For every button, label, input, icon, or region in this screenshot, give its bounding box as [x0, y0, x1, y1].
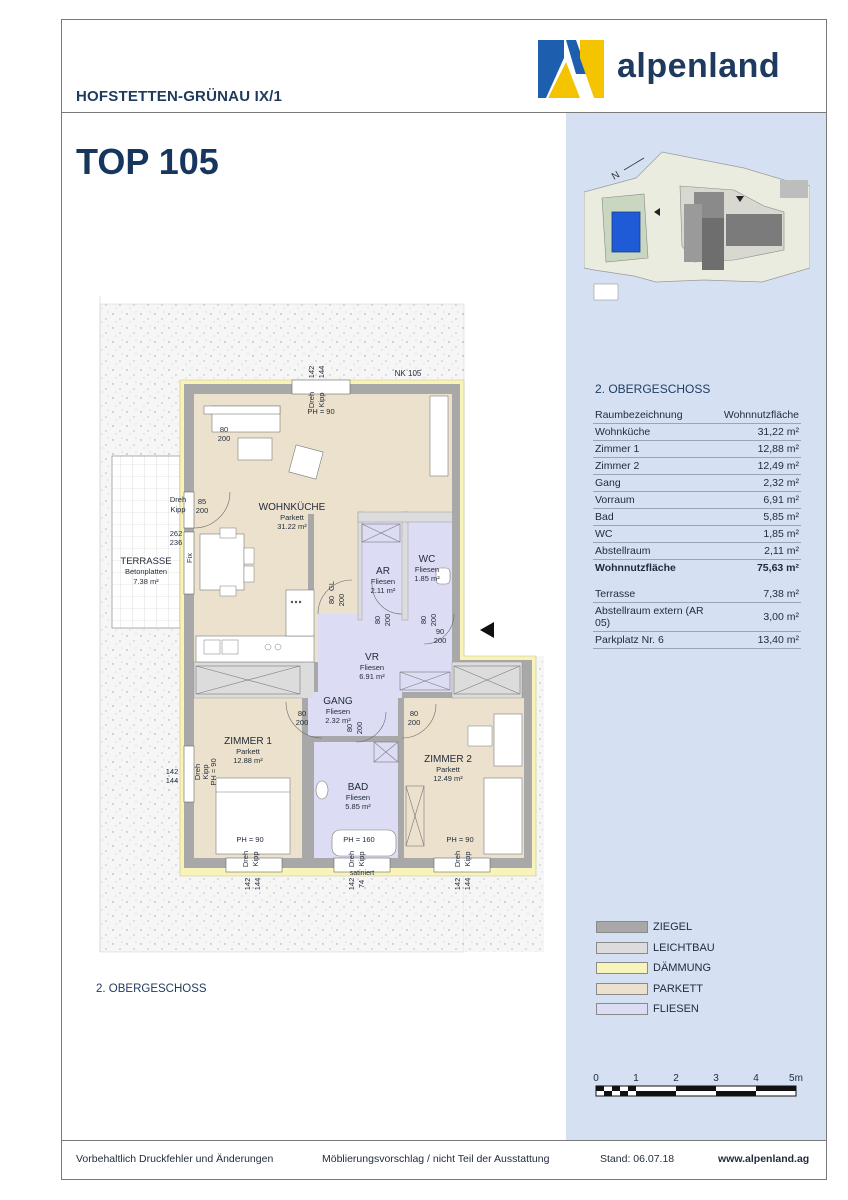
legend-swatch: [596, 921, 648, 933]
ar-name: AR: [376, 566, 390, 577]
table-row: [593, 424, 801, 441]
wc-area: 1.85 m²: [414, 574, 440, 583]
zimmer2-name: ZIMMER 2: [424, 754, 472, 765]
footer-divider: [61, 1140, 827, 1141]
scale-tick-label: 3: [713, 1073, 719, 1084]
room-name: WC: [593, 526, 722, 543]
footer-disclaimer: Vorbehaltlich Druckfehler und Änderungen: [76, 1153, 274, 1165]
extra-area: 13,40 m²: [722, 632, 801, 649]
extra-name: Terrasse: [593, 586, 722, 603]
table-row: [593, 526, 801, 543]
extra-area: 3,00 m²: [722, 603, 801, 632]
bad-floor: Fliesen: [345, 793, 371, 802]
zimmer1-area: 12.88 m²: [233, 756, 263, 765]
legend-label: DÄMMUNG: [653, 962, 712, 975]
legend-item: [596, 917, 715, 938]
scale-tick-label: 0: [593, 1073, 599, 1084]
dim-label: 262: [169, 529, 183, 538]
extra-name: Abstellraum extern (AR 05): [593, 603, 722, 632]
ar-floor: Fliesen: [370, 577, 396, 586]
area-table-header: [593, 407, 801, 424]
gl-label: GL: [327, 580, 336, 592]
dim-label: 200: [217, 434, 231, 443]
scale-bar: [590, 1068, 810, 1108]
ar-area: 2.11 m²: [370, 586, 396, 595]
terrace-area: 7.38 m²: [133, 577, 159, 586]
dim-label: 80: [373, 615, 382, 625]
ph-label: PH = 90: [446, 835, 474, 844]
room-name: Wohnküche: [593, 424, 722, 441]
table-row: [593, 475, 801, 492]
extra-name: Parkplatz Nr. 6: [593, 632, 722, 649]
col-room-header: Raumbezeichnung: [593, 407, 722, 424]
footer-url[interactable]: www.alpenland.ag: [718, 1153, 810, 1165]
total-row: [593, 560, 801, 577]
legend-item: [596, 979, 715, 1000]
dim-label: 200: [355, 721, 364, 735]
zimmer2-floor: Parkett: [436, 765, 460, 774]
kipp-label: Kipp: [463, 851, 472, 867]
legend-swatch: [596, 962, 648, 974]
dim-label: 142: [347, 877, 356, 891]
vr-name: VR: [365, 652, 379, 663]
dim-label: 74: [357, 879, 366, 889]
material-legend: [596, 917, 715, 1020]
floor-heading: 2. OBERGESCHOSS: [595, 382, 711, 396]
dreh-label: Dreh: [453, 850, 462, 868]
room-area: 2,11 m²: [722, 543, 801, 560]
bed-zimmer2: [484, 778, 522, 854]
legend-label: PARKETT: [653, 982, 703, 995]
dim-label: 200: [429, 613, 438, 627]
zimmer1-floor: Parkett: [236, 747, 260, 756]
unit-title: TOP 105: [76, 141, 219, 182]
dreh-label: Dreh: [307, 391, 316, 409]
dim-label: 142: [165, 767, 179, 776]
legend-label: FLIESEN: [653, 1003, 699, 1016]
ph-label: PH = 90: [209, 758, 218, 786]
legend-label: LEICHTBAU: [653, 941, 715, 954]
dim-label: 144: [317, 365, 326, 379]
room-area: 5,85 m²: [722, 509, 801, 526]
room-area: 2,32 m²: [722, 475, 801, 492]
table-row: [593, 492, 801, 509]
room-name: Gang: [593, 475, 722, 492]
kipp-label: Kipp: [201, 764, 210, 780]
brand-name: alpenland: [617, 47, 781, 85]
terrace-name: TERRASSE: [120, 556, 172, 567]
dim-label: 144: [463, 877, 472, 891]
vr-area: 6.91 m²: [359, 672, 385, 681]
dim-label: 200: [407, 718, 421, 727]
legend-swatch: [596, 942, 648, 954]
bad-name: BAD: [347, 782, 369, 793]
alpenland-logo-icon: [536, 40, 606, 98]
dreh-label: Dreh: [169, 495, 187, 504]
table-row: [593, 509, 801, 526]
dim-label: 200: [195, 506, 209, 515]
dim-label: 80: [345, 723, 354, 733]
legend-swatch: [596, 1003, 648, 1015]
legend-label: ZIEGEL: [653, 921, 693, 934]
wc-floor: Fliesen: [414, 565, 440, 574]
legend-item: [596, 958, 715, 979]
dim-label: 80: [419, 615, 428, 625]
scale-tick-label: 2: [673, 1073, 679, 1084]
ph-label: PH = 90: [307, 407, 335, 416]
dreh-label: Dreh: [347, 850, 356, 868]
legend-item: [596, 999, 715, 1020]
scale-tick-label: 5m: [789, 1073, 803, 1084]
area-table: [593, 407, 801, 649]
wohnkueche-area: 31.22 m²: [277, 522, 307, 531]
wohnkueche-name: WOHNKÜCHE: [258, 502, 326, 513]
satiniert-label: satiniert: [349, 870, 375, 877]
kipp-label: Kipp: [251, 851, 260, 867]
zimmer2-area: 12.49 m²: [433, 774, 463, 783]
table-row: [593, 603, 801, 632]
dim-label: 80: [327, 595, 336, 605]
dim-label: 236: [169, 538, 183, 547]
bad-area: 5.85 m²: [345, 802, 371, 811]
kipp-label: Kipp: [170, 505, 186, 514]
kipp-label: Kipp: [357, 851, 366, 867]
room-name: Abstellraum: [593, 543, 722, 560]
dining-table: [200, 534, 244, 590]
dim-label: 142: [243, 877, 252, 891]
room-name: Zimmer 2: [593, 458, 722, 475]
zimmer1-name: ZIMMER 1: [224, 736, 272, 747]
nk-label: NK 105: [394, 369, 422, 378]
room-name: Bad: [593, 509, 722, 526]
table-row: [593, 441, 801, 458]
dim-label: 90: [435, 627, 445, 636]
ph-label: PH = 90: [236, 835, 264, 844]
kipp-label: Kipp: [317, 392, 326, 408]
dim-label: 200: [295, 718, 309, 727]
ph-label: PH = 160: [343, 835, 375, 844]
dreh-label: Dreh: [241, 850, 250, 868]
table-row: [593, 632, 801, 649]
project-name: HOFSTETTEN-GRÜNAU IX/1: [76, 88, 283, 105]
dim-label: 144: [253, 877, 262, 891]
plan-caption: 2. OBERGESCHOSS: [96, 983, 207, 995]
room-area: 12,88 m²: [722, 441, 801, 458]
footer-date: Stand: 06.07.18: [600, 1153, 675, 1165]
room-area: 12,49 m²: [722, 458, 801, 475]
room-area: 1,85 m²: [722, 526, 801, 543]
room-area: 6,91 m²: [722, 492, 801, 509]
site-plan-map: [584, 150, 810, 302]
dim-label: 200: [433, 636, 447, 645]
vr-floor: Fliesen: [359, 663, 385, 672]
table-row: [593, 586, 801, 603]
extra-area: 7,38 m²: [722, 586, 801, 603]
gang-area: 2.32 m²: [325, 716, 351, 725]
dim-label: 200: [337, 593, 346, 607]
dim-label: 142: [453, 877, 462, 891]
scale-tick-label: 1: [633, 1073, 639, 1084]
wohnkueche-floor: Parkett: [280, 513, 304, 522]
room-name: Vorraum: [593, 492, 722, 509]
col-area-header: Wohnnutzfläche: [722, 407, 801, 424]
gang-floor: Fliesen: [325, 707, 351, 716]
legend-item: [596, 938, 715, 959]
gang-name: GANG: [323, 696, 353, 707]
dim-label: 80: [219, 425, 229, 434]
wc-name: WC: [418, 554, 436, 565]
table-row: [593, 543, 801, 560]
room-name: Zimmer 1: [593, 441, 722, 458]
dim-label: 144: [165, 776, 179, 785]
table-row: [593, 458, 801, 475]
dreh-label: Dreh: [193, 763, 202, 781]
svg-text:N: N: [610, 169, 622, 183]
scale-tick-label: 4: [753, 1073, 759, 1084]
entrance-arrow-icon: [480, 622, 494, 638]
dim-label: 80: [409, 709, 419, 718]
dim-label: 85: [197, 497, 207, 506]
dim-label: 200: [383, 613, 392, 627]
terrace-floor: Betonplatten: [124, 567, 168, 576]
total-area: 75,63 m²: [756, 562, 799, 574]
dim-label: 80: [297, 709, 307, 718]
legend-swatch: [596, 983, 648, 995]
room-area: 31,22 m²: [722, 424, 801, 441]
fix-label: Fix: [185, 553, 194, 563]
floor-plan: [96, 296, 546, 956]
dim-label: 142: [307, 365, 316, 379]
footer-furniture-note: Möblierungsvorschlag / nicht Teil der Ausstattung: [322, 1153, 550, 1165]
total-label: Wohnnutzfläche: [595, 562, 676, 574]
